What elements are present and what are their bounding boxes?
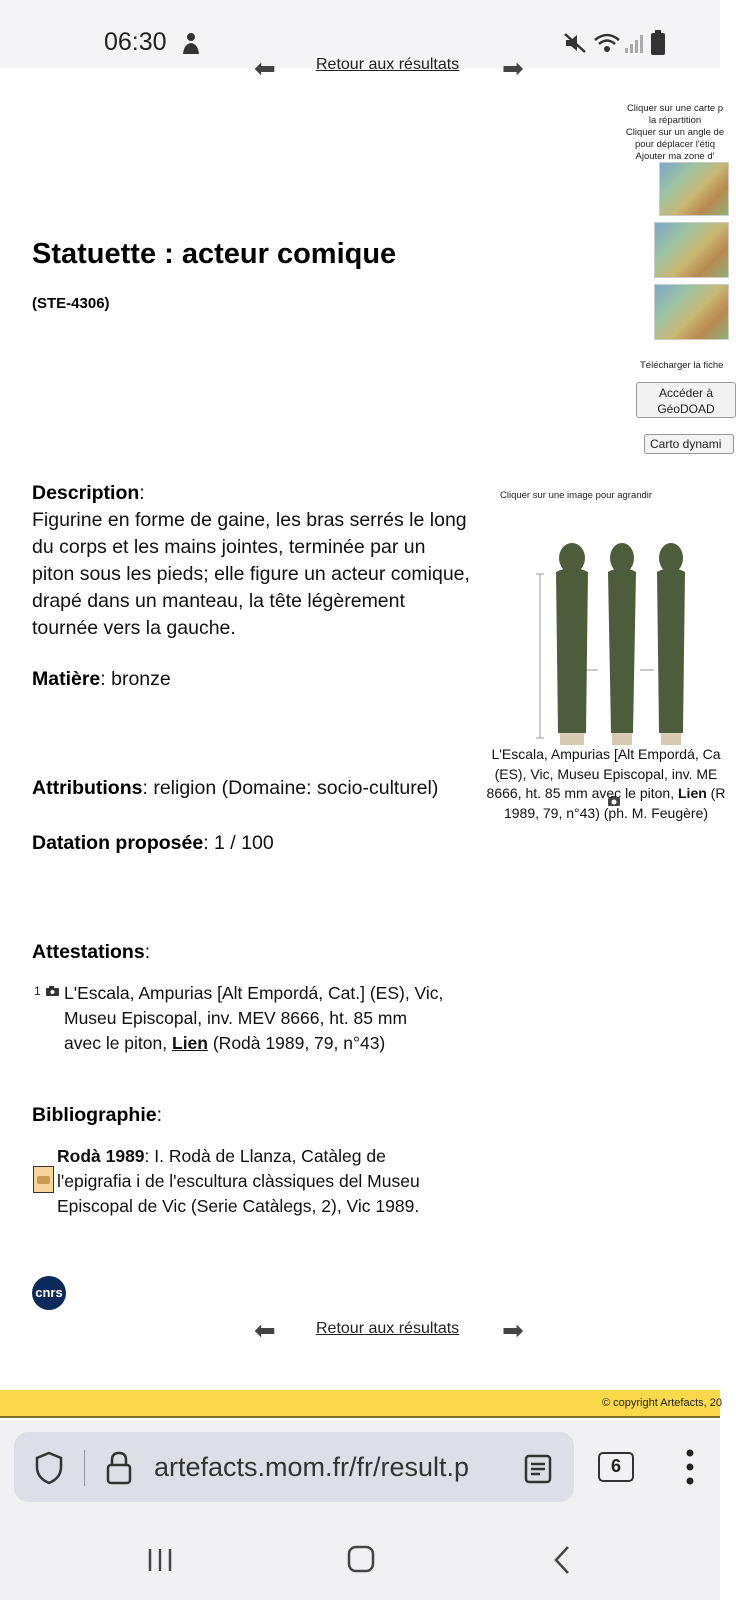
tab-count-button[interactable]: 6 bbox=[598, 1452, 634, 1482]
datation-label: Datation proposée bbox=[32, 832, 204, 854]
copyright-text: © copyright Artefacts, 20 bbox=[602, 1397, 722, 1409]
map-hint-text: Cliquer sur une carte p la répartition Cliquer sur un angle de pour déplacer l'étiq Ajouter ma zone d' bbox=[625, 103, 725, 162]
bibliography-ref: Rodà 1989 bbox=[57, 1146, 145, 1166]
status-time: 06:30 bbox=[104, 28, 167, 56]
menu-dots-icon[interactable] bbox=[684, 1448, 696, 1486]
cnrs-logo[interactable]: cnrs bbox=[32, 1276, 66, 1310]
home-icon[interactable] bbox=[346, 1544, 376, 1574]
book-icon[interactable] bbox=[33, 1166, 54, 1193]
matiere-value: bronze bbox=[111, 668, 171, 690]
datation-value: 1 / 100 bbox=[214, 832, 274, 854]
matiere-row: Matière: bronze bbox=[32, 668, 171, 690]
url-bar[interactable] bbox=[14, 1432, 574, 1502]
prev-arrow-icon-bottom[interactable]: ⬅ bbox=[254, 1316, 276, 1346]
url-text[interactable]: artefacts.mom.fr/fr/result.p bbox=[154, 1452, 470, 1482]
reader-mode-icon[interactable] bbox=[524, 1454, 552, 1484]
bibliographie-heading: Bibliographie: bbox=[32, 1104, 163, 1126]
description-text: Figurine en forme de gaine, les bras serrés le long du corps et les mains jointes, terminée par un piton sous les pieds; elle figure un acteur comique, drapé dans un manteau, la tête légèrement tournée vers la gauche. bbox=[32, 509, 470, 639]
attestation-number: 1 bbox=[34, 984, 41, 998]
bottom-nav bbox=[254, 1316, 534, 1344]
attestation-camera-icon[interactable] bbox=[46, 986, 59, 996]
object-reference: (STE-4306) bbox=[32, 295, 110, 312]
back-to-results-link-top[interactable]: Retour aux résultats bbox=[316, 56, 460, 73]
description-section: Description: Figurine en forme de gaine, les bras serrés le long du corps et les mains jointes, terminée par un piton sous les pieds; elle figure un acteur comique, drapé dans un manteau, la tête légèrement tournée vers la gauche. bbox=[32, 480, 472, 642]
geodoad-button[interactable]: Accéder à GéoDOAD bbox=[636, 382, 736, 418]
next-arrow-icon-bottom[interactable]: ➡ bbox=[502, 1316, 524, 1346]
map-thumbnail-3[interactable] bbox=[654, 284, 729, 340]
back-to-results-link-bottom[interactable]: Retour aux résultats bbox=[316, 1320, 460, 1337]
top-nav bbox=[254, 54, 534, 84]
matiere-label: Matière bbox=[32, 668, 101, 690]
attributions-row: Attributions: religion (Domaine: socio-culturel) bbox=[32, 777, 439, 799]
web-page bbox=[0, 54, 726, 1420]
mute-icon bbox=[563, 32, 587, 54]
lock-icon[interactable] bbox=[104, 1450, 134, 1486]
bibliography-item: Rodà 1989: I. Rodà de Llanza, Catàleg de l'epigrafia i de l'escultura clàssiques del Museu Episcopal de Vic (Serie Catàlegs, 2), Vic 1989. bbox=[57, 1146, 420, 1216]
signal-icon bbox=[624, 32, 646, 54]
image-caption-link[interactable]: Lien bbox=[678, 785, 707, 801]
prev-arrow-icon[interactable]: ⬅ bbox=[254, 54, 276, 84]
map-thumbnail-1[interactable] bbox=[659, 162, 729, 216]
notification-icon bbox=[180, 32, 202, 56]
map-thumbnail-2[interactable] bbox=[654, 222, 729, 278]
image-hint: Cliquer sur une image pour agrandir bbox=[500, 490, 653, 501]
next-arrow-icon[interactable]: ➡ bbox=[502, 54, 524, 84]
attestations-heading: Attestations: bbox=[32, 941, 151, 963]
attributions-value: religion (Domaine: socio-culturel) bbox=[153, 777, 439, 799]
wifi-icon bbox=[592, 31, 622, 55]
carto-dynamique-button[interactable]: Carto dynami bbox=[644, 434, 734, 454]
download-sheet-link[interactable]: Télécharger la fiche bbox=[640, 360, 724, 371]
recent-apps-icon[interactable] bbox=[146, 1546, 174, 1574]
shield-icon[interactable] bbox=[34, 1451, 64, 1485]
datation-row: Datation proposée: 1 / 100 bbox=[32, 832, 274, 854]
back-icon[interactable] bbox=[550, 1544, 574, 1576]
battery-icon bbox=[650, 30, 666, 56]
attestation-link[interactable]: Lien bbox=[172, 1033, 208, 1053]
attributions-label: Attributions bbox=[32, 777, 143, 799]
image-caption: L'Escala, Ampurias [Alt Empordá, Ca (ES), Vic, Museu Episcopal, inv. ME 8666, ht. 85 mm avec le piton, Lien (R 1989, 79, n°43) (ph. M. Feugère) bbox=[486, 746, 726, 821]
attestation-item: L'Escala, Ampurias [Alt Empordá, Cat.] (ES), Vic, Museu Episcopal, inv. MEV 8666, ht. 85 mm avec le piton, Lien (Rodà 1989, 79, n°43) bbox=[64, 983, 444, 1053]
system-navigation-bar bbox=[0, 1520, 720, 1600]
description-label: Description bbox=[32, 482, 140, 504]
page-title: Statuette : acteur comique bbox=[32, 238, 397, 270]
copyright-footer bbox=[0, 1390, 720, 1418]
